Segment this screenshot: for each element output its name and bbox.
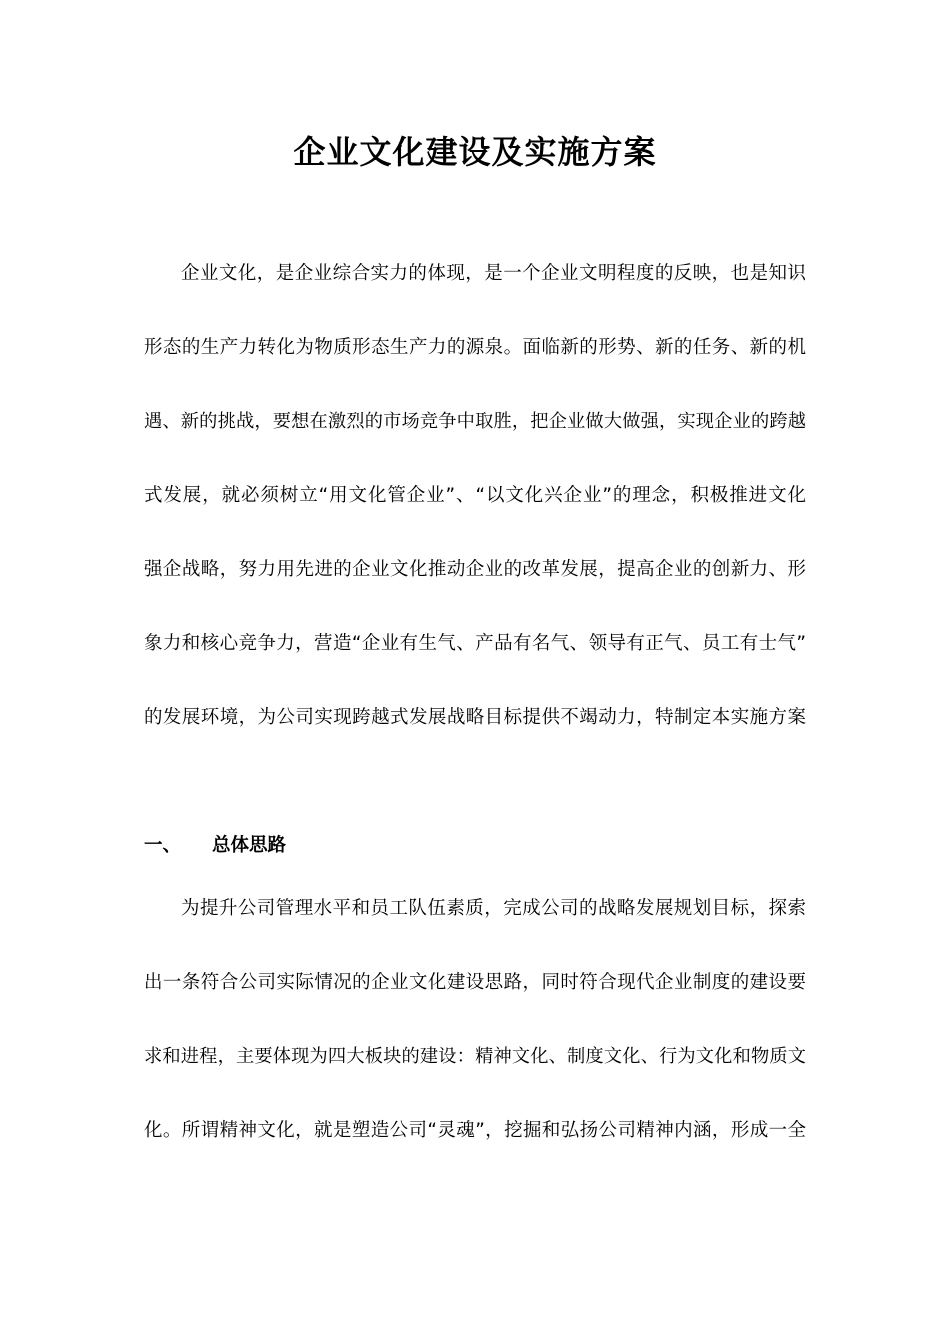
paragraph-line: 形态的生产力转化为物质形态生产力的源泉。面临新的形势、新的任务、新的机 [144, 337, 806, 358]
document-title: 企业文化建设及实施方案 [293, 133, 657, 171]
intro-paragraph [144, 264, 806, 782]
section-heading [144, 836, 806, 856]
section-title: 总体思路 [212, 835, 287, 856]
paragraph-line: 企业文化，是企业综合实力的体现，是一个企业文明程度的反映，也是知识 [181, 263, 806, 284]
paragraph-line: 式发展，就必须树立“用文化管企业”、“以文化兴企业”的理念，积极推进文化 [144, 485, 806, 506]
paragraph-line: 化。所谓精神文化，就是塑造公司“灵魂”，挖掘和弘扬公司精神内涵，形成一全 [144, 1120, 806, 1141]
paragraph-line: 遇、新的挑战，要想在激烈的市场竞争中取胜，把企业做大做强，实现企业的跨越 [144, 411, 806, 432]
paragraph-line: 象力和核心竞争力，营造“企业有生气、产品有名气、领导有正气、员工有士气” [144, 633, 806, 654]
paragraph-line: 出一条符合公司实际情况的企业文化建设思路，同时符合现代企业制度的建设要 [144, 972, 806, 993]
paragraph-line: 求和进程，主要体现为四大板块的建设：精神文化、制度文化、行为文化和物质文 [144, 1046, 806, 1067]
section-paragraph [144, 899, 806, 1195]
section-number: 一、 [144, 835, 182, 856]
paragraph-line: 的发展环境，为公司实现跨越式发展战略目标提供不竭动力，特制定本实施方案 [144, 707, 806, 728]
paragraph-line: 强企战略，努力用先进的企业文化推动企业的改革发展，提高企业的创新力、形 [144, 559, 806, 580]
paragraph-line: 为提升公司管理水平和员工队伍素质，完成公司的战略发展规划目标，探索 [181, 898, 806, 919]
